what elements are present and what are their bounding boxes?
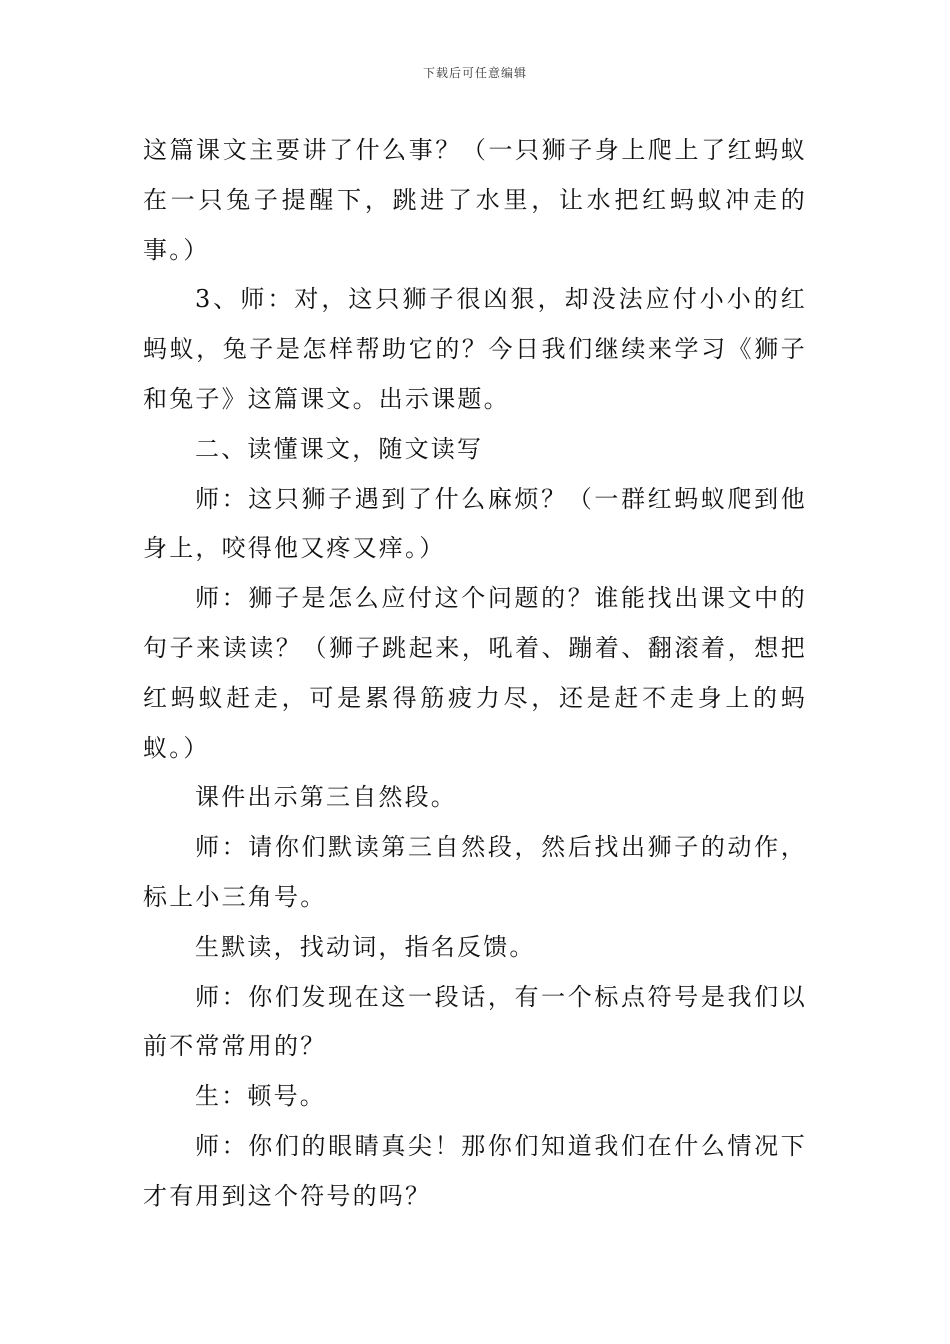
paragraph: 师：请你们默读第三自然段，然后找出狮子的动作，标上小三角号。: [143, 833, 807, 911]
section-heading: 二、读懂课文，随文读写: [195, 434, 484, 463]
paragraph: 师：你们发现在这一段话，有一个标点符号是我们以前不常常用的？: [143, 982, 807, 1061]
paragraph: 师：你们的眼睛真尖！那你们知道我们在什么情况下才有用到这个符号的吗？: [143, 1131, 807, 1210]
paragraph: 3、师：对，这只狮子很凶狠，却没法应付小小的红蚂蚁，兔子是怎样帮助它的？今日我们继续来学习《狮子和兔子》这篇课文。出示课题。: [143, 285, 807, 413]
paragraph: 师：这只狮子遇到了什么麻烦？（一群红蚂蚁爬到他身上，咬得他又疼又痒。）: [143, 484, 807, 563]
paragraph: 这篇课文主要讲了什么事？（一只狮子身上爬上了红蚂蚁在一只兔子提醒下，跳进了水里，让水把红蚂蚁冲走的事。）: [143, 136, 807, 264]
paragraph: 生：顿号。: [195, 1082, 326, 1111]
paragraph: 师：狮子是怎么应付这个问题的？谁能找出课文中的句子来读读？（狮子跳起来，吼着、蹦着、翻滚着，想把红蚂蚁赶走，可是累得筋疲力尽，还是赶不走身上的蚂蚁。）: [143, 584, 807, 762]
page-header: 下载后可任意编辑: [422, 66, 527, 80]
paragraph: 生默读，找动词，指名反馈。: [195, 932, 536, 961]
paragraph: 课件出示第三自然段。: [195, 783, 457, 812]
document-body: [143, 126, 807, 1222]
